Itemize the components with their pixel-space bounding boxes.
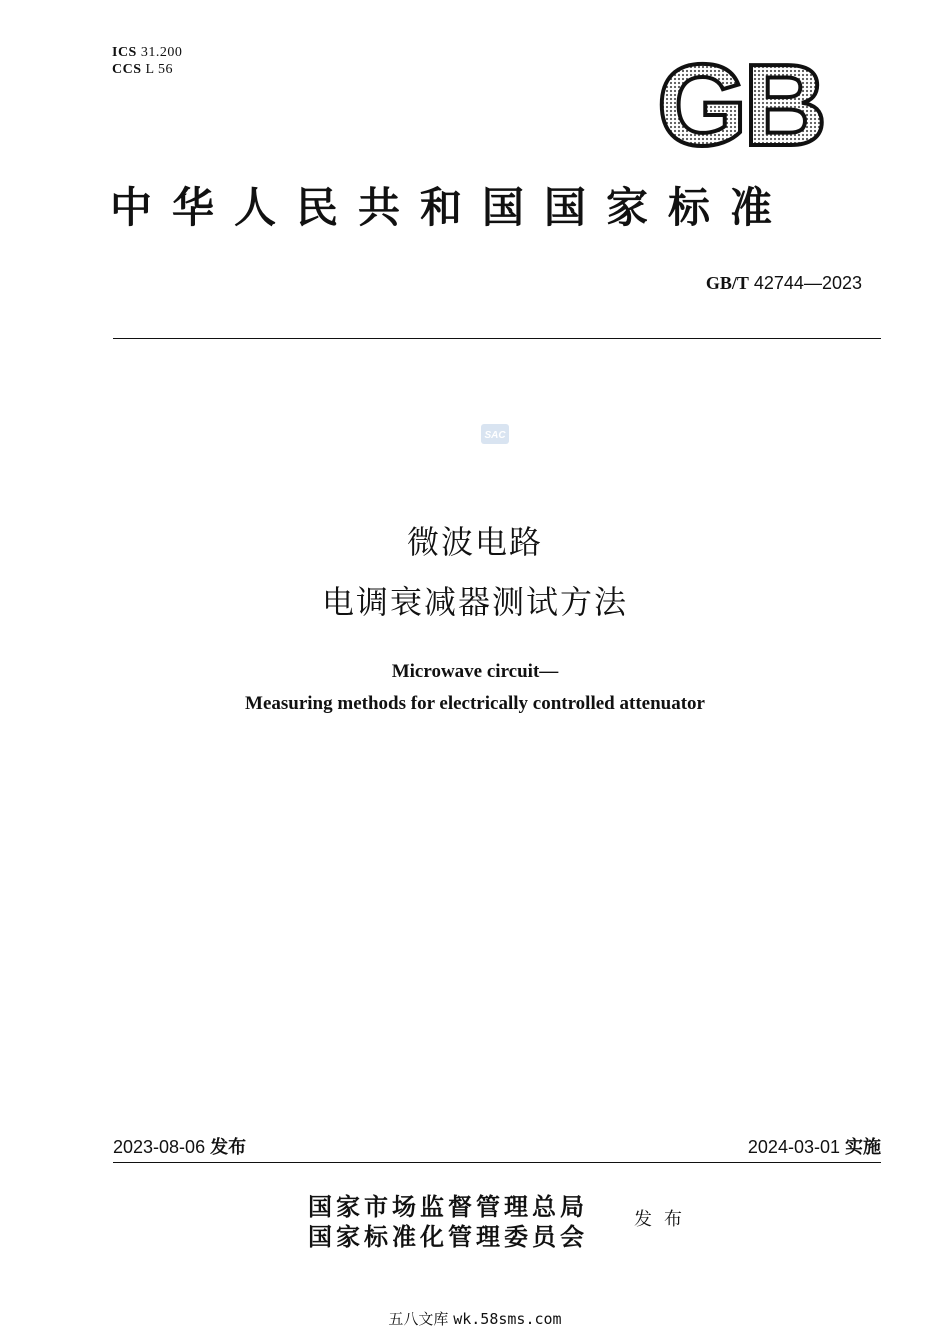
gb-logo-text: GB xyxy=(657,57,823,153)
implementation-date-label: 实施 xyxy=(845,1137,881,1158)
issue-date-value: 2023-08-06 xyxy=(113,1137,206,1157)
title-en-line-2: Measuring methods for electrically controlled attenuator xyxy=(245,693,705,714)
standard-number-prefix: GB/T xyxy=(705,273,749,293)
standard-number-value: 42744—2023 xyxy=(753,273,862,293)
issuer-line-1: 国家市场监督管理总局 xyxy=(308,1192,588,1221)
ics-code xyxy=(112,45,182,61)
ccs-label: CCS xyxy=(112,62,142,77)
issuer-line-2: 国家标准化管理委员会 xyxy=(308,1222,588,1251)
standard-number xyxy=(640,270,862,296)
ics-label: ICS xyxy=(112,45,137,60)
issue-date xyxy=(113,1135,246,1160)
title-en-line-1: Microwave circuit— xyxy=(391,661,559,682)
ics-value: 31.200 xyxy=(140,45,183,60)
title-cn-line-2: 电调衰减器测试方法 xyxy=(321,583,628,621)
implementation-date xyxy=(748,1135,881,1160)
sac-watermark-icon xyxy=(480,423,510,445)
sac-watermark-text: SAC xyxy=(484,430,506,441)
top-divider xyxy=(113,338,881,339)
bottom-divider xyxy=(113,1162,881,1163)
issue-date-label: 发布 xyxy=(210,1137,247,1158)
ccs-code xyxy=(112,62,173,78)
watermark-url: wk.58sms.com xyxy=(453,1310,562,1328)
watermark-site-name: 五八文库 xyxy=(388,1310,449,1328)
site-watermark xyxy=(0,1308,950,1330)
title-cn-line-1: 微波电路 xyxy=(406,523,543,561)
implementation-date-value: 2024-03-01 xyxy=(747,1137,840,1157)
issuer-verb: 发布 xyxy=(634,1209,694,1230)
ccs-value: L 56 xyxy=(145,62,174,77)
gb-logo xyxy=(645,57,835,153)
national-standard-title: 中华人民共和国国家标准 xyxy=(110,183,793,232)
